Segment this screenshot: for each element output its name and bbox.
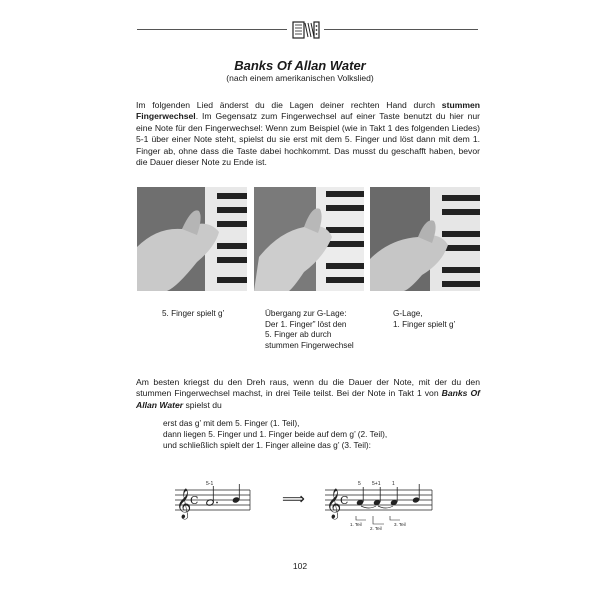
part-label-3: 3. Teil xyxy=(394,522,406,527)
fingering-5plus1: 5+1 xyxy=(372,481,381,487)
caption-line: 5. Finger ab durch xyxy=(265,330,332,339)
accordion-icon xyxy=(290,17,322,43)
caption-line: Übergang zur G-Lage: xyxy=(265,309,347,318)
second-paragraph xyxy=(136,377,480,411)
notation-example xyxy=(170,476,440,536)
step-item: dann liegen 5. Finger und 1. Finger beide auf dem g’ (2. Teil), xyxy=(163,429,388,439)
steps-list xyxy=(163,418,387,451)
arrow-icon: ⟹ xyxy=(282,491,305,508)
second-bold-title: Banks Of Allan Water xyxy=(136,388,481,410)
page-number: 102 xyxy=(292,561,308,571)
second-text-start: Am besten kriegst du den Dreh raus, wenn du die Dauer der Note, mit der du den stummen Fingerwechsel machst, in drei Teile teilst. Bei der Note in Takt 1 von xyxy=(136,377,480,399)
fingering-5: 5 xyxy=(358,481,361,487)
header-rule-right xyxy=(324,29,478,30)
intro-bold-term: stummen Fingerwechsel xyxy=(136,100,480,122)
common-time-icon-right: C xyxy=(340,494,349,507)
common-time-icon: C xyxy=(190,494,199,507)
photo-g-position xyxy=(370,187,480,291)
photo-finger-5 xyxy=(137,187,247,291)
treble-clef-icon-right: 𝄞 xyxy=(326,489,342,519)
part-label-1: 1. Teil xyxy=(350,522,362,527)
second-text-end: spielst du xyxy=(183,399,222,410)
step-item: erst das g’ mit dem 5. Finger (1. Teil), xyxy=(163,418,300,428)
header-rule-left xyxy=(137,29,287,30)
caption-line: G-Lage, xyxy=(393,309,423,318)
caption-line: 1. Finger spielt g’ xyxy=(393,319,456,329)
intro-paragraph xyxy=(136,100,480,168)
treble-clef-icon: 𝄞 xyxy=(176,489,192,519)
left-fingering: 5-1 xyxy=(206,481,214,487)
caption-line: stummen Fingerwechsel xyxy=(265,340,354,350)
fingering-1: 1 xyxy=(392,481,395,487)
song-title: Banks Of Allan Water xyxy=(234,58,366,73)
caption-line: Der 1. Finger” löst den xyxy=(265,319,347,329)
step-item: und schließlich spielt der 1. Finger alleine das g’ (3. Teil): xyxy=(163,440,371,450)
part-label-2: 2. Teil xyxy=(370,526,382,531)
caption-line: 5. Finger spielt g’ xyxy=(162,309,225,318)
intro-text-start: Im folgenden Lied änderst du die Lagen deiner rechten Hand durch xyxy=(136,100,442,110)
caption-photo-2 xyxy=(265,309,354,351)
caption-photo-3 xyxy=(393,309,455,330)
intro-text-end: . Im Gegensatz zum Fingerwechsel auf einer Taste benutzt du hier nur eine Note für den Fingerwechsel: Wenn zum Beispiel (wie in Takt 1 des folgenden Liedes) 5-1 über einer Note steht, spielst du sie erst mit dem 5. Finger und löst dann mit dem 1. Finger ab, ohne dass die Taste dabei hochkommt. Das musst du geschafft haben, bevor die Dauer dieser Note zu Ende ist. xyxy=(136,111,480,168)
song-subtitle: (nach einem amerikanischen Volkslied) xyxy=(226,73,374,83)
caption-photo-1 xyxy=(162,309,224,320)
photo-transition xyxy=(254,187,364,291)
